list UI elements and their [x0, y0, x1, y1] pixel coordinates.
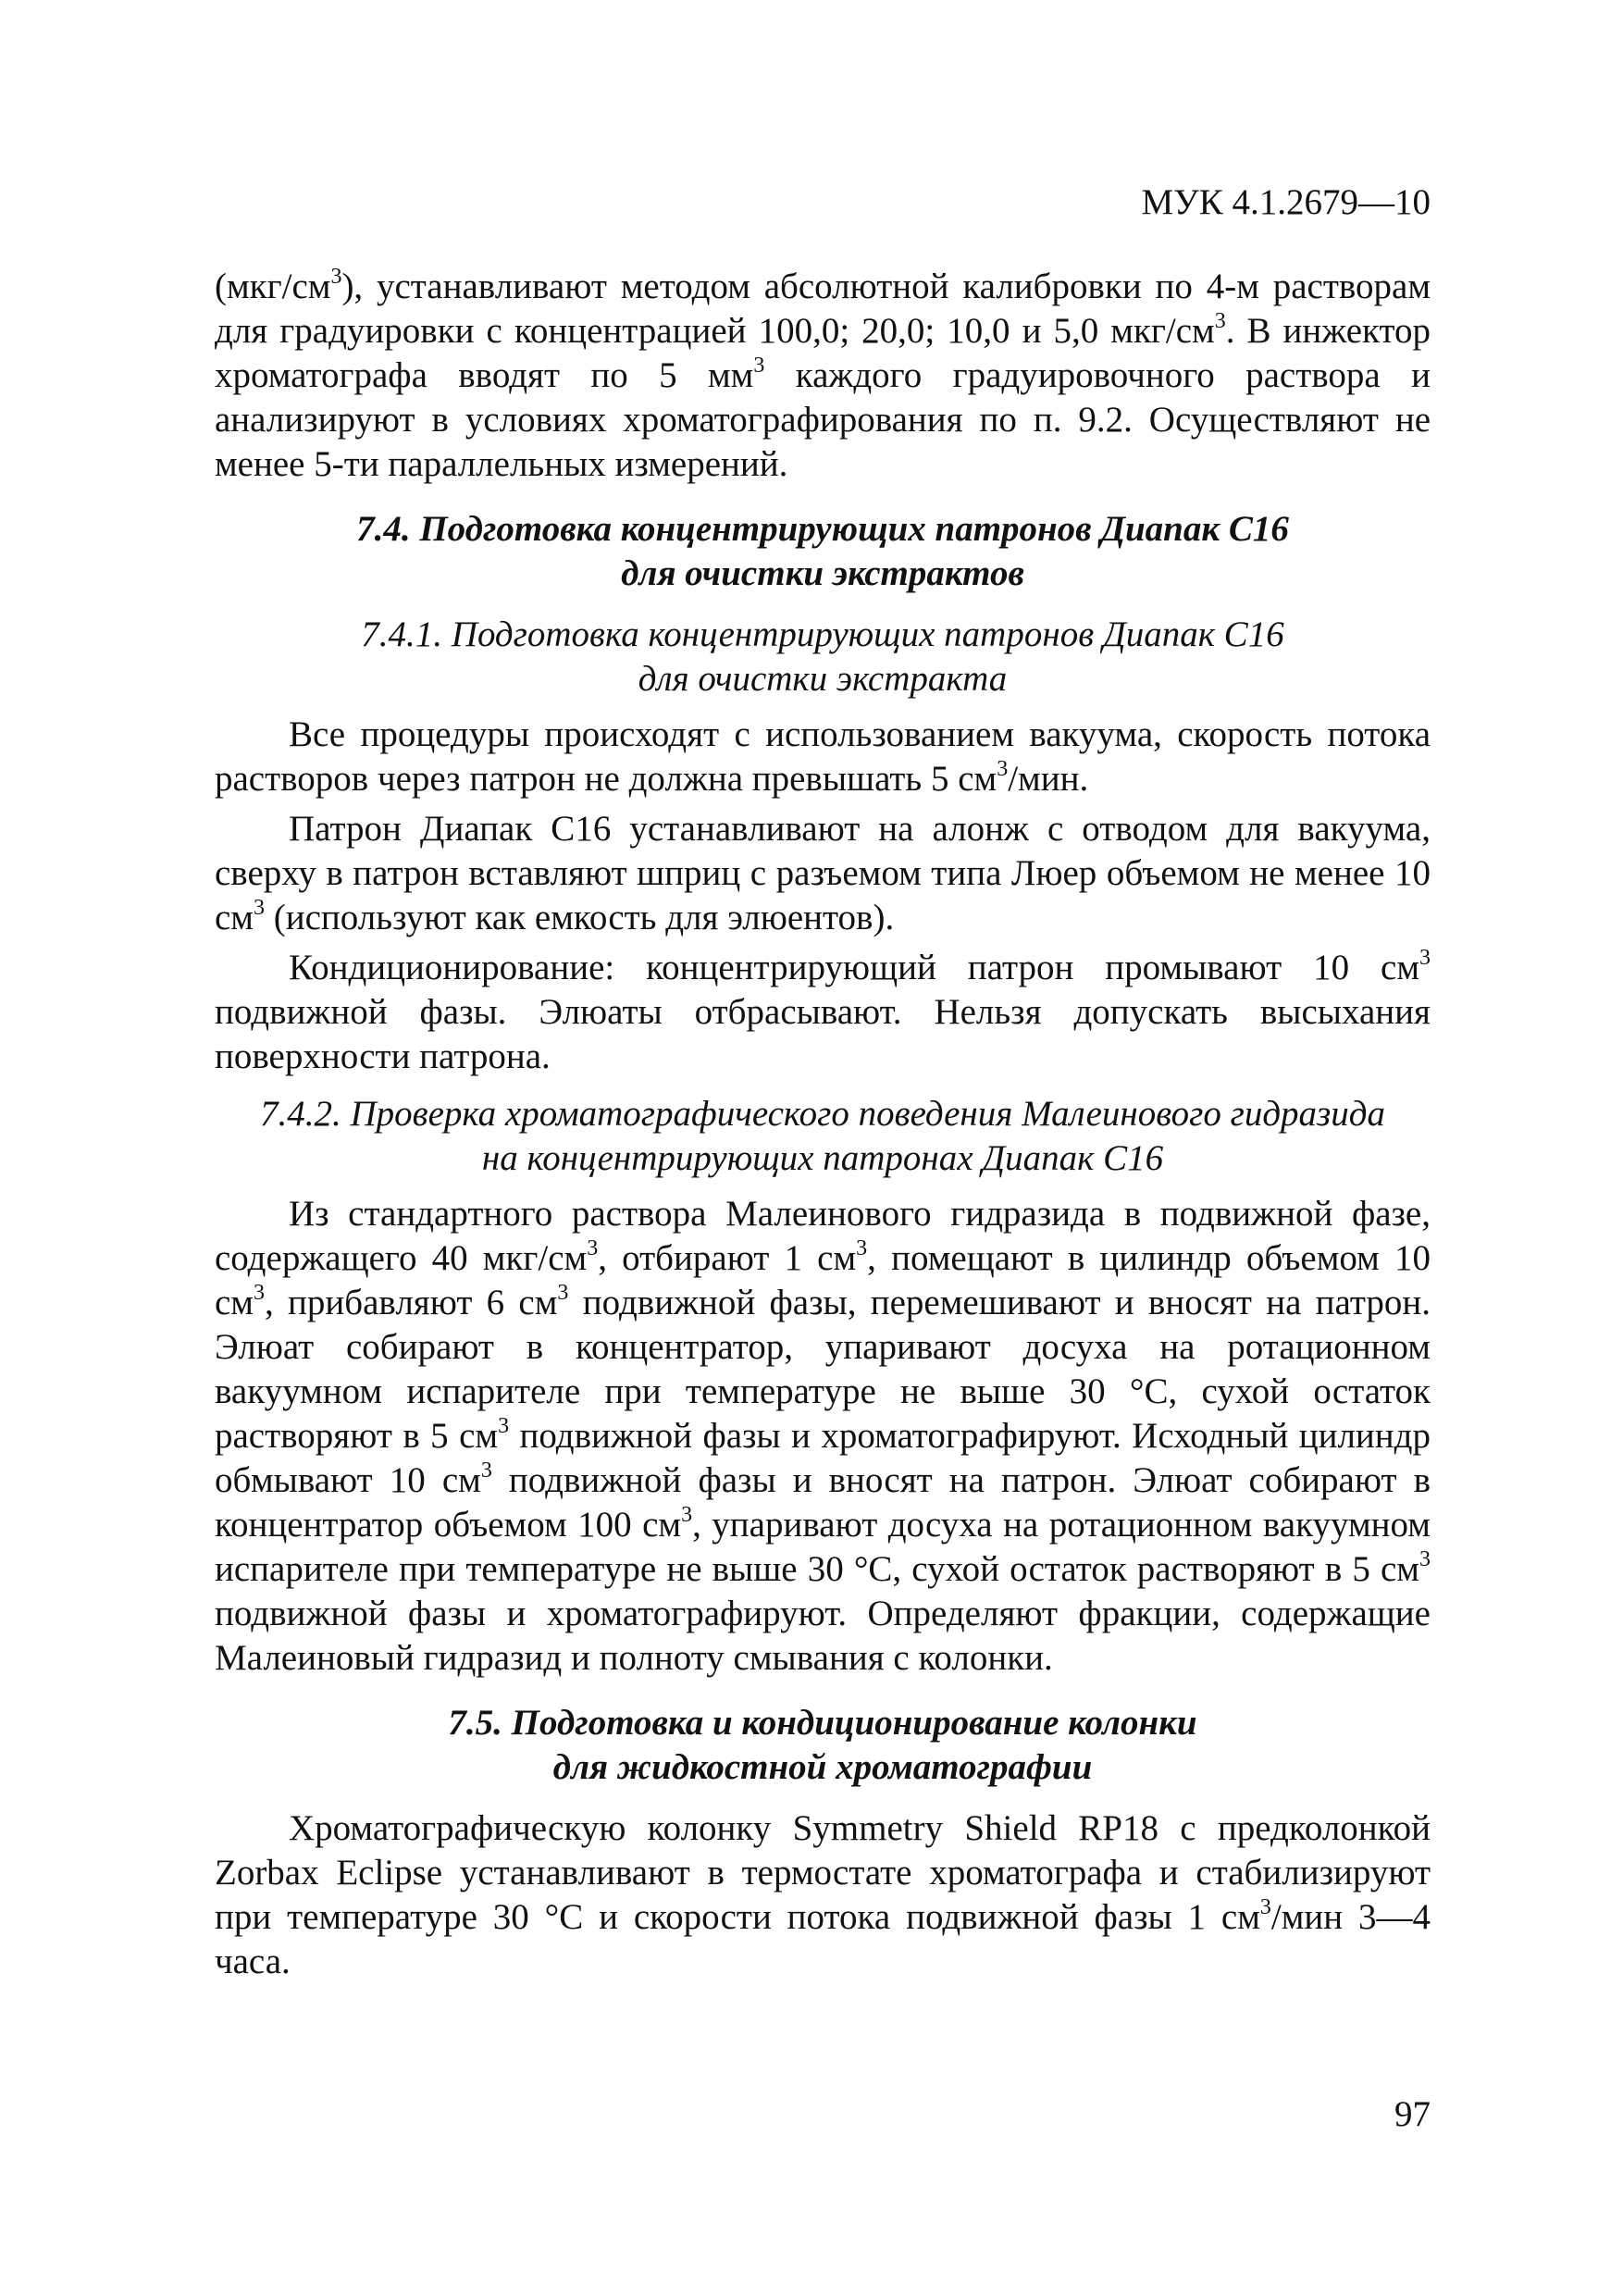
section-7-5-paragraph-1: Хроматографическую колонку Symmetry Shield RP18 с предколонкой Zorbax Eclipse устанавливают в термостате хроматографа и стабилизируют при температуре 30 °С и скорости потока подвижной фазы 1 $см^3$/мин 3—4 часа.	[215, 1808, 1431, 1981]
section-7-4-heading: 7.4. Подготовка концентрирующих патронов Диапак С16 для очистки экстрактов	[356, 509, 1289, 593]
running-header: МУК 4.1.2679—10	[1141, 182, 1431, 222]
section-7-4-2-heading: 7.4.2. Проверка хроматографического поведения Малеинового гидразида на концентрирующих патронах Диапак С16	[260, 1094, 1385, 1178]
section-7-4-1-paragraph-1: Все процедуры происходят с использованием вакуума, скорость потока растворов через патрон не должна превышать 5 $см^3$/мин.	[215, 714, 1431, 799]
page-number: 97	[1394, 2094, 1431, 2134]
section-7-4-1-paragraph-2: Патрон Диапак С16 устанавливают на алонж с отводом для вакуума, сверху в патрон вставляют шприц с разъемом типа Люер объемом не менее 10 $см^3$ (используют как емкость для элюентов).	[215, 809, 1431, 937]
page-body	[215, 265, 1431, 1984]
section-7-5-heading: 7.5. Подготовка и кондиционирование колонки для жидкостной хроматографии	[448, 1703, 1197, 1787]
section-7-4-1-paragraph-3: Кондиционирование: концентрирующий патрон промывают 10 $см^3$ подвижной фазы. Элюаты отбрасывают. Нельзя допускать высыхания поверхности патрона.	[215, 946, 1431, 1076]
section-7-4-1-heading: 7.4.1. Подготовка концентрирующих патронов Диапак С16 для очистки экстракта	[361, 614, 1284, 699]
intro-paragraph: $(мкг/см^3)$, устанавливают методом абсолютной калибровки по 4-м растворам для градуировки с концентрацией 100,0; 20,0; 10,0 и 5,0 мкг/$см^3$. В инжектор хроматографа вводят по 5 $мм^3$ каждого градуировочного раствора и анализируют в условиях хроматографирования по п. 9.2. Осуществляют не менее 5-ти параллельных измерений.	[215, 265, 1431, 484]
section-7-4-2-paragraph-1: Из стандартного раствора Малеинового гидразида в подвижной фазе, содержащего 40 мкг/$см^3$, отбирают 1 $см^3$, помещают в цилиндр объемом 10 $см^3$, прибавляют 6 $см^3$ подвижной фазы, перемешивают и вносят на патрон. Элюат собирают в концентратор, упаривают досуха на ротационном вакуумном испарителе при температуре не выше 30 °С, сухой остаток растворяют в 5 $см^3$ подвижной фазы и хроматографируют. Исходный цилиндр обмывают 10 $см^3$ подвижной фазы и вносят на патрон. Элюат собирают в концентратор объемом 100 $см^3$, упаривают досуха на ротационном вакуумном испарителе при температуре не выше 30 °С, сухой остаток растворяют в 5 $см^3$ подвижной фазы и хроматографируют. Определяют фракции, содержащие Малеиновый гидразид и полноту смывания с колонки.	[215, 1194, 1431, 1678]
